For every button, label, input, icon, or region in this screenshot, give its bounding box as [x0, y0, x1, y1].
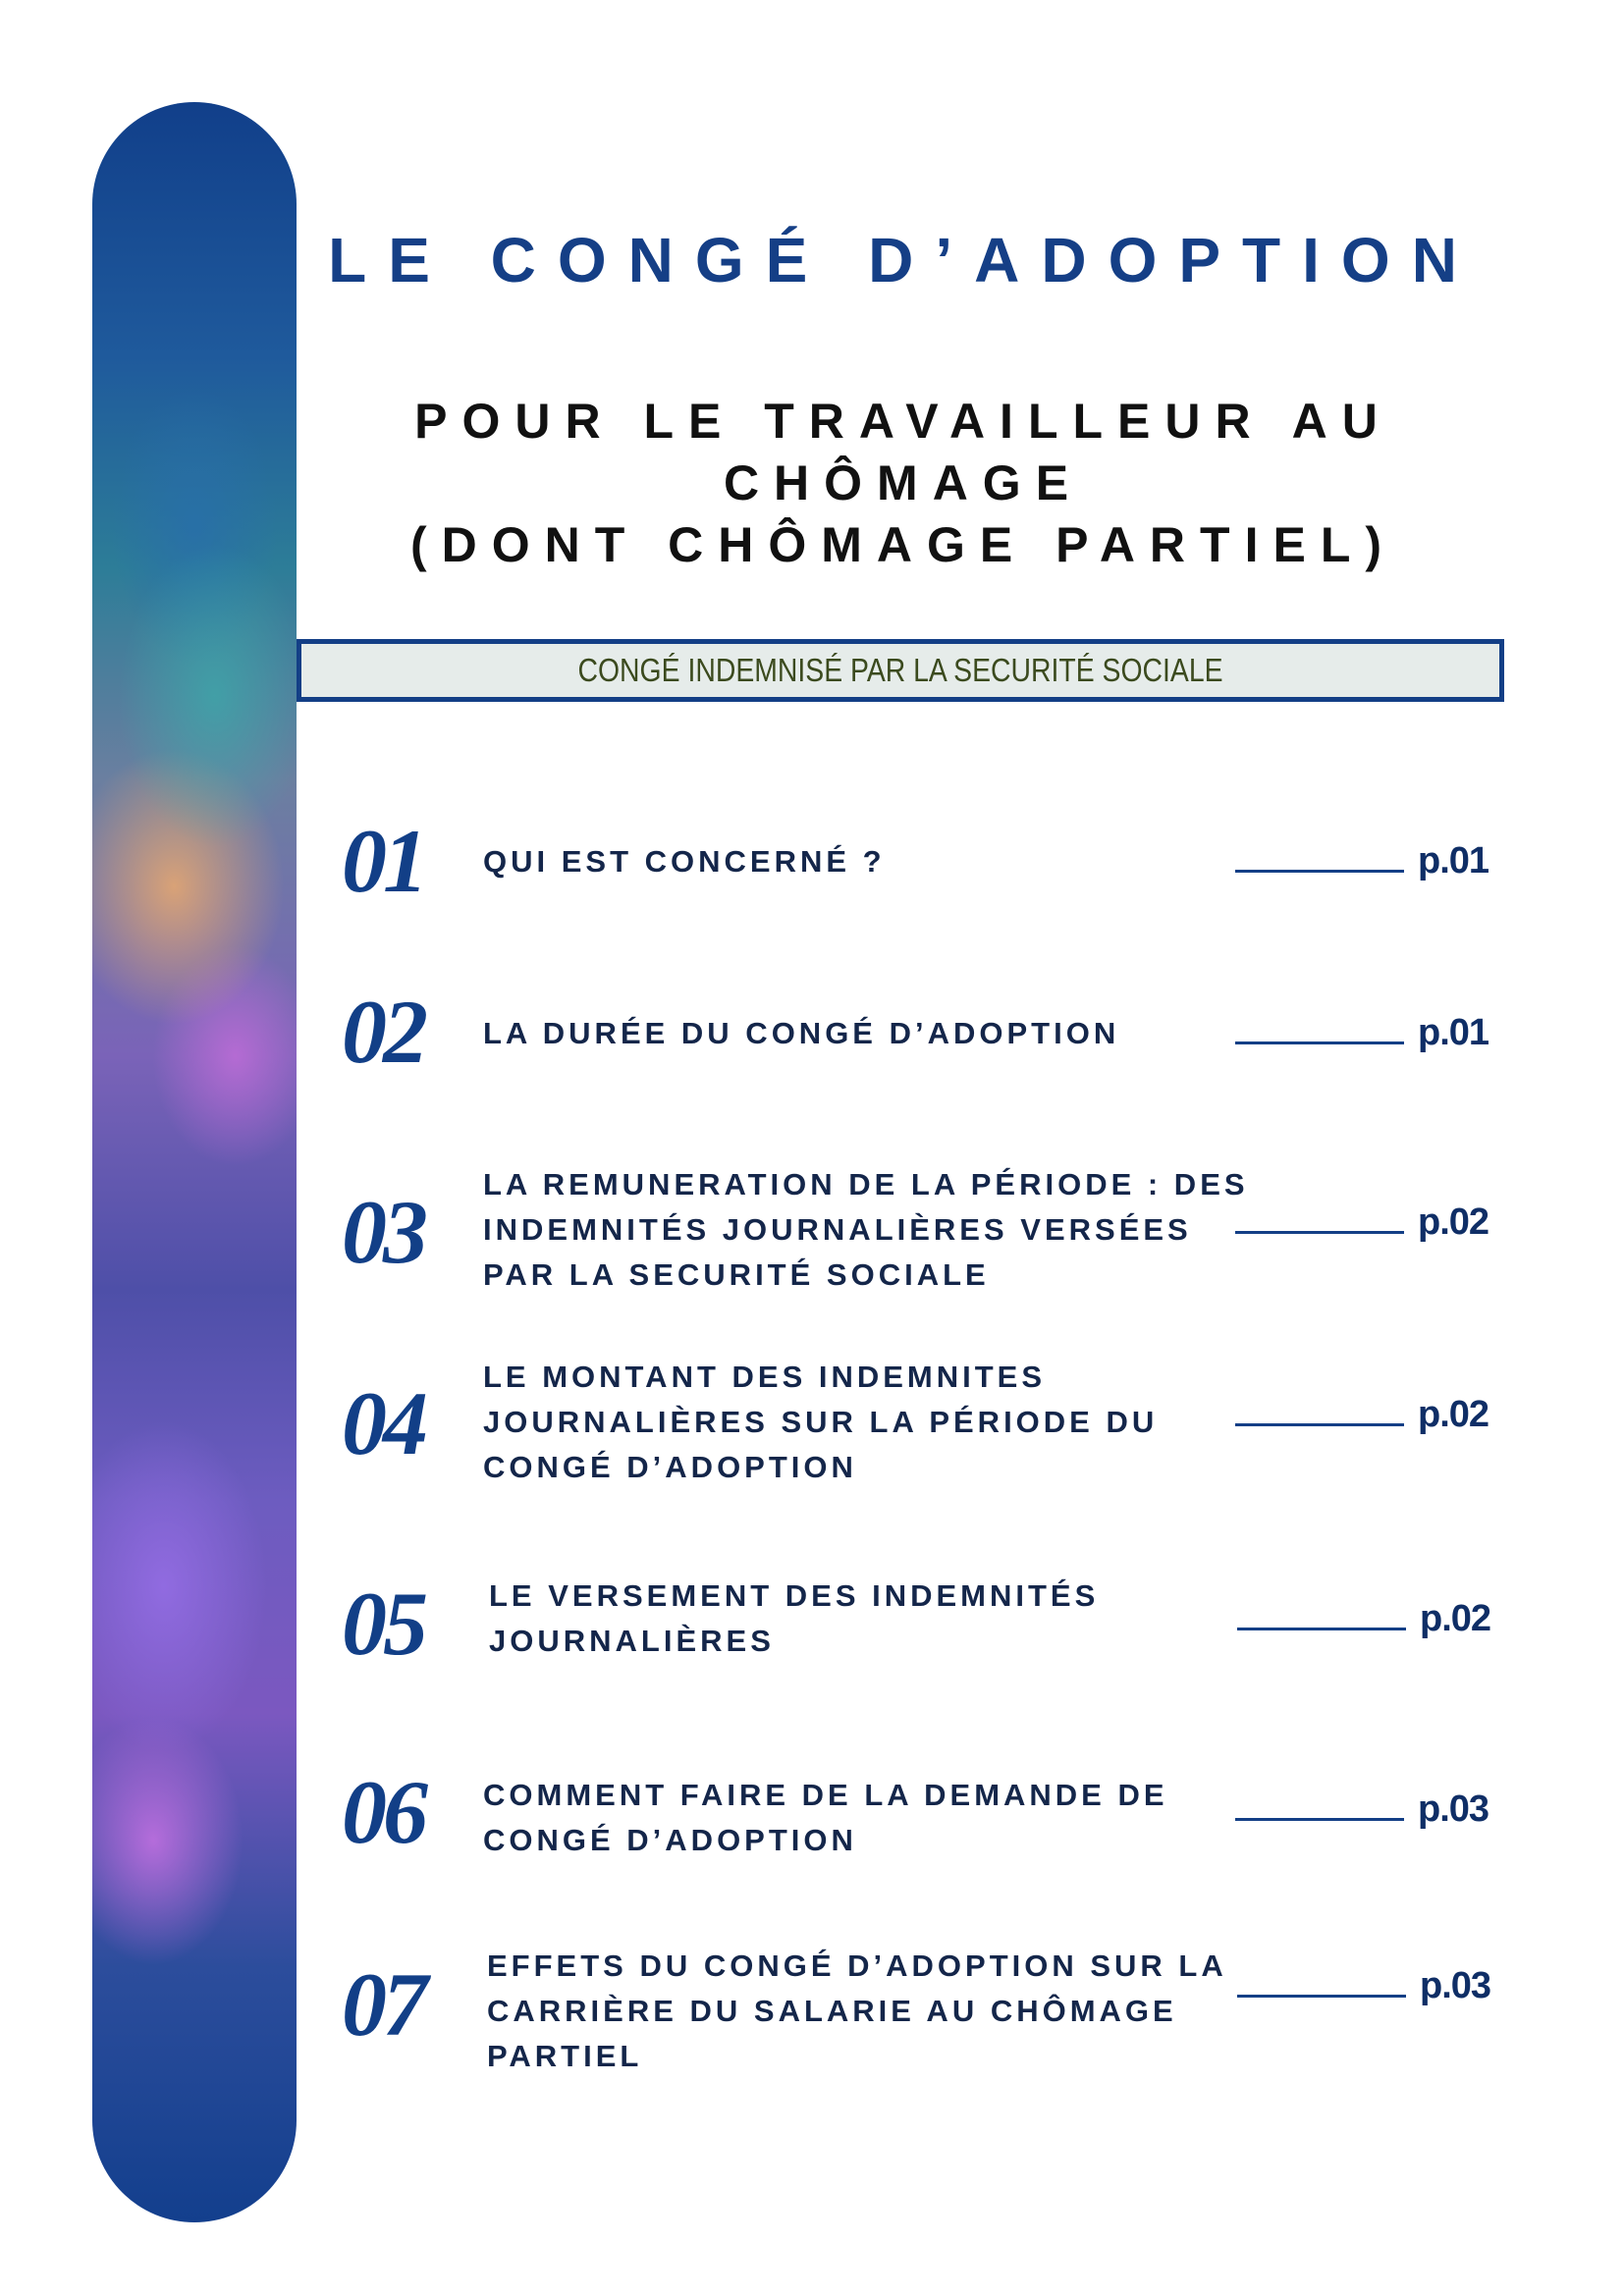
- toc-label: [489, 1574, 1196, 1664]
- toc-page-number: p.01: [1418, 840, 1489, 881]
- toc-label-line: CONGÉ D’ADOPTION: [483, 1450, 857, 1484]
- toc-leader-line: [1237, 1628, 1406, 1630]
- toc-label-line: PARTIEL: [487, 2039, 643, 2073]
- page-title: LE CONGÉ D’ADOPTION: [328, 225, 1479, 295]
- toc-number: 01: [342, 811, 424, 911]
- toc-label-line: JOURNALIÈRES SUR LA PÉRIODE DU: [483, 1405, 1159, 1439]
- toc-page-number: p.02: [1418, 1394, 1489, 1435]
- toc-label: [483, 1162, 1249, 1298]
- toc-number: 07: [342, 1954, 424, 2055]
- toc-leader-line: [1235, 1041, 1404, 1044]
- subtitle-line: (DONT CHÔMAGE PARTIEL): [409, 517, 1397, 572]
- toc-item-2[interactable]: [314, 977, 1512, 1095]
- toc-label: [483, 1011, 1190, 1056]
- toc-label-line: EFFETS DU CONGÉ D’ADOPTION SUR LA: [487, 1949, 1227, 1983]
- toc-label-line: LA REMUNERATION DE LA PÉRIODE : DES: [483, 1167, 1249, 1201]
- toc-label-line: CONGÉ D’ADOPTION: [483, 1823, 857, 1857]
- toc-label-line: LE MONTANT DES INDEMNITES: [483, 1360, 1047, 1394]
- toc-leader-line: [1237, 1995, 1406, 1998]
- toc-item-7[interactable]: [314, 1932, 1512, 2079]
- toc-label-line: CARRIÈRE DU SALARIE AU CHÔMAGE: [487, 1994, 1177, 2028]
- toc-label: [483, 1773, 1190, 1863]
- toc-leader-line: [1235, 1231, 1404, 1234]
- toc-label-line: JOURNALIÈRES: [489, 1624, 775, 1658]
- toc-page-number: p.03: [1420, 1965, 1491, 2006]
- toc-item-5[interactable]: [314, 1561, 1512, 1679]
- decorative-side-band: [92, 102, 297, 2222]
- toc-page-number: p.01: [1418, 1012, 1489, 1053]
- subtitle-line: POUR LE TRAVAILLEUR AU: [414, 394, 1392, 449]
- toc-number: 05: [342, 1574, 424, 1674]
- toc-number: 06: [342, 1762, 424, 1862]
- toc-leader-line: [1235, 1423, 1404, 1426]
- info-banner: [297, 639, 1504, 702]
- toc-label-line: LA DURÉE DU CONGÉ D’ADOPTION: [483, 1016, 1120, 1050]
- toc-label-line: INDEMNITÉS JOURNALIÈRES VERSÉES: [483, 1212, 1192, 1247]
- toc-leader-line: [1235, 870, 1404, 873]
- toc-label: [483, 839, 1190, 884]
- toc-page-number: p.02: [1418, 1201, 1489, 1243]
- toc-label: [483, 1355, 1190, 1490]
- toc-page-number: p.03: [1418, 1789, 1489, 1830]
- toc-page-number: p.02: [1420, 1598, 1491, 1639]
- toc-label-line: QUI EST CONCERNÉ ?: [483, 844, 886, 879]
- toc-number: 03: [342, 1182, 424, 1282]
- toc-leader-line: [1235, 1818, 1404, 1821]
- subtitle-line: CHÔMAGE: [723, 455, 1084, 510]
- toc-label: [487, 1944, 1227, 2079]
- toc-number: 02: [342, 982, 424, 1082]
- toc-label-line: PAR LA SECURITÉ SOCIALE: [483, 1257, 990, 1292]
- toc-item-6[interactable]: [314, 1759, 1512, 1877]
- toc-item-3[interactable]: [314, 1158, 1512, 1306]
- toc-label-line: COMMENT FAIRE DE LA DEMANDE DE: [483, 1778, 1168, 1812]
- page-subtitle: [363, 391, 1443, 576]
- toc-item-4[interactable]: [314, 1351, 1512, 1498]
- banner-text: CONGÉ INDEMNISÉ PAR LA SECURITÉ SOCIALE: [577, 652, 1223, 688]
- toc-number: 04: [342, 1373, 424, 1473]
- toc-item-1[interactable]: [314, 805, 1512, 923]
- toc-label-line: LE VERSEMENT DES INDEMNITÉS: [489, 1578, 1100, 1613]
